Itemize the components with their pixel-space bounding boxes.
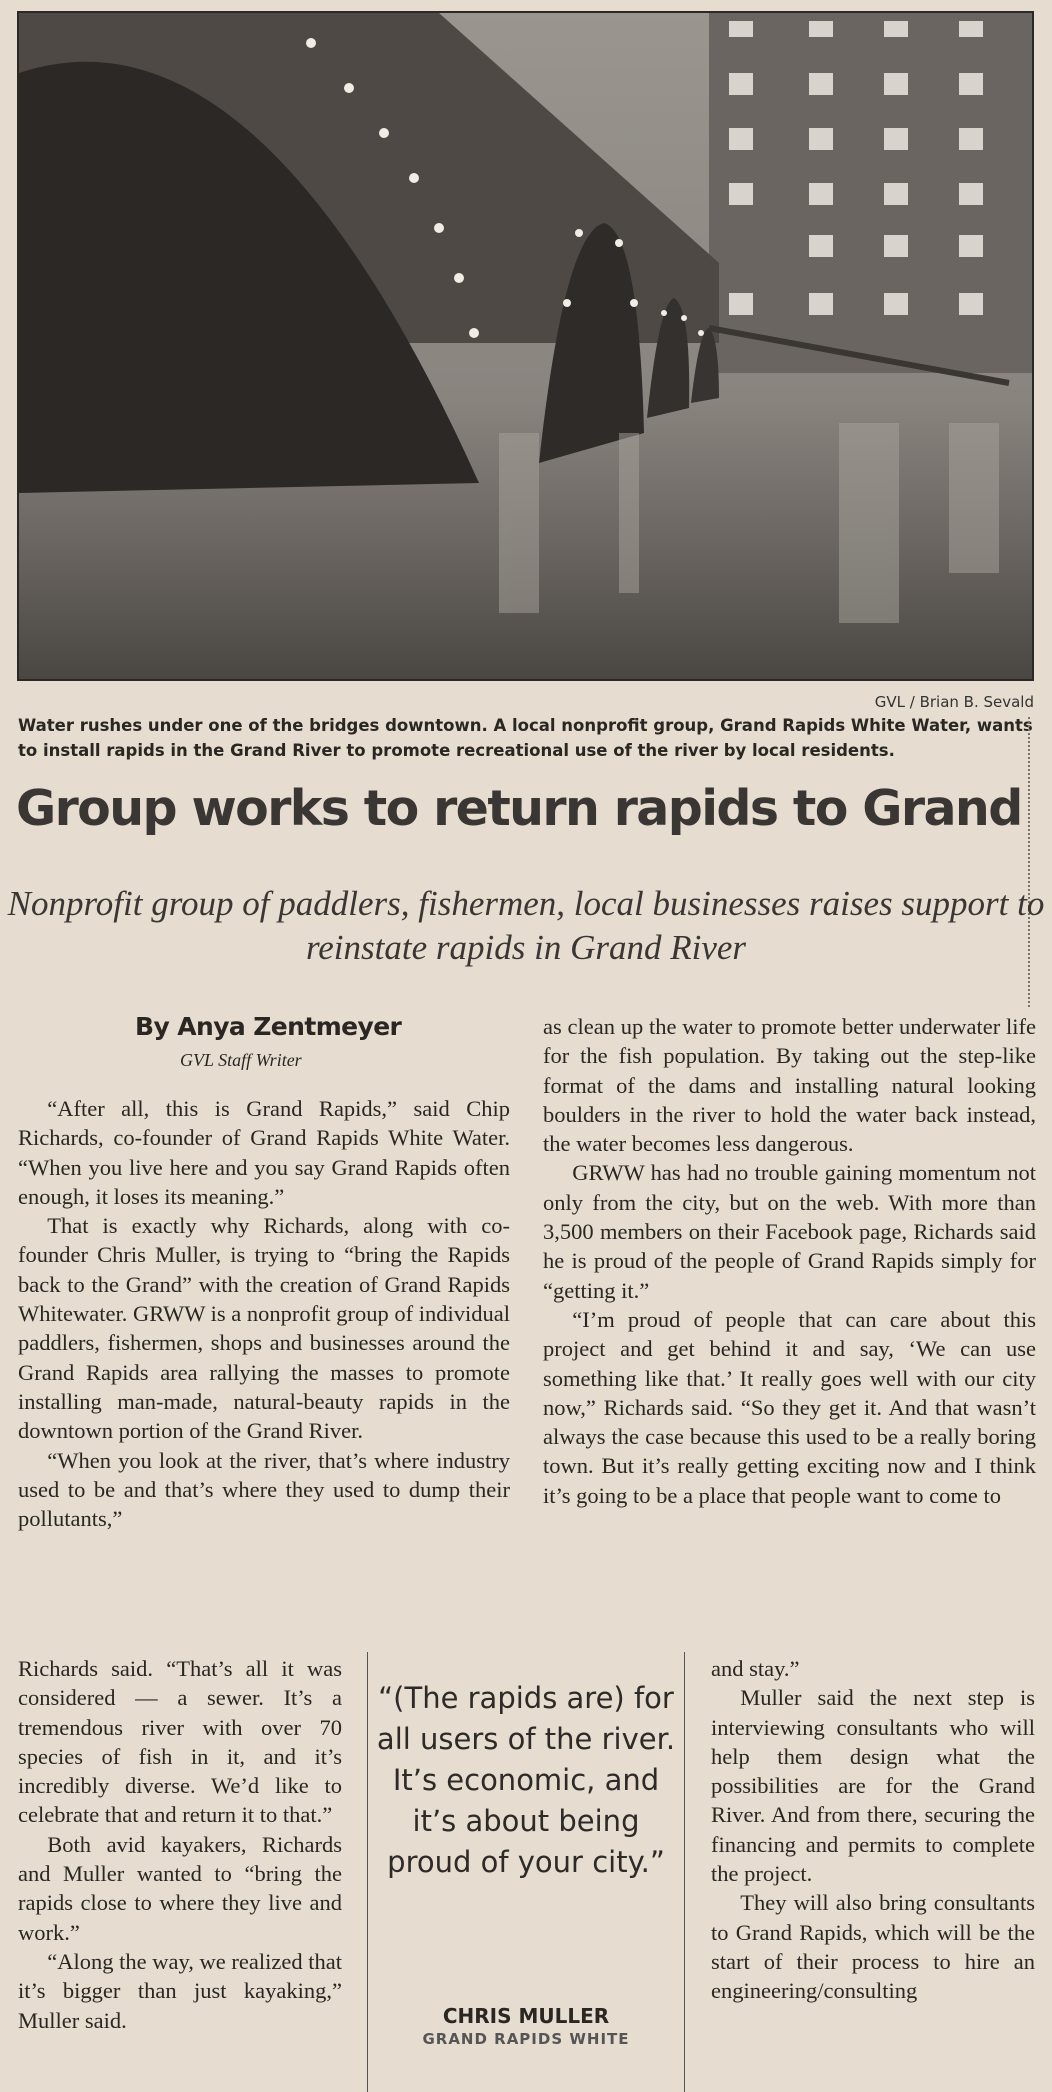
byline-role: GVL Staff Writer xyxy=(180,1050,302,1070)
paragraph: Muller said the next step is interviewing consultants who will help them design what the possibilities are for the Grand River. And from there, securing the financing and permits to complete the project. xyxy=(711,1685,1035,1887)
paragraph: Richards said. “That’s all it was considered — a sewer. It’s a tremendous river with over 70 species of fish in it, and it’s incredibly diverse. We’d like to celebrate that and return it to that.” xyxy=(18,1656,342,1828)
pull-quote xyxy=(367,1652,685,2092)
photo-caption: Water rushes under one of the bridges downtown. A local nonprofit group, Grand Rapids White Water, wants to install rapids in the Grand River to promote recreational use of the river by local residents. xyxy=(18,716,1033,760)
headline: Group works to return rapids to Grand xyxy=(16,780,1022,837)
photo-credit: GVL / Brian B. Sevald xyxy=(874,693,1034,711)
pull-quote-name: CHRIS MULLER xyxy=(442,2004,610,2028)
paragraph: and stay.” xyxy=(711,1656,800,1681)
article-column-1-continued xyxy=(18,1654,342,2035)
bridge-photo-illustration xyxy=(19,13,1032,679)
paragraph: “When you look at the river, that’s where industry used to be and that’s where they used to dump their pollutants,” xyxy=(18,1447,510,1532)
paragraph: GRWW has had no trouble gaining momentum not only from the city, but on the web. With more than 3,500 members on their Facebook page, Richards said he is proud of the people of Grand Rapids simply for “getting it.” xyxy=(543,1160,1036,1303)
subheadline: Nonprofit group of paddlers, fishermen, local businesses raises support to reinstate rapids in Grand River xyxy=(7,884,1045,967)
pull-quote-title: GRAND RAPIDS WHITE xyxy=(422,2030,630,2048)
paragraph: Both avid kayakers, Richards and Muller wanted to “bring the rapids close to where they live and work.” xyxy=(18,1831,342,1945)
article-column-2 xyxy=(543,1012,1036,1510)
article-column-1 xyxy=(18,1094,510,1533)
article-column-2-continued xyxy=(711,1654,1035,2006)
byline: By Anya Zentmeyer xyxy=(135,1012,402,1041)
paragraph: That is exactly why Richards, along with co-founder Chris Muller, is trying to “bring the Rapids back to the Grand” with the creation of Grand Rapids Whitewater. GRWW is a nonprofit group of individual paddlers, fishermen, shops and businesses around the Grand Rapids area rallying the masses to promote installing man-made, natural-beauty rapids in the downtown portion of the Grand River. xyxy=(18,1213,510,1444)
news-photo xyxy=(17,11,1034,681)
pull-quote-text: “(The rapids are) for all users of the river. It’s economic, and it’s about being proud of your city.” xyxy=(376,1681,676,1879)
paragraph: “Along the way, we realized that it’s bigger than just kayaking,” Muller said. xyxy=(18,1948,342,2033)
paragraph: They will also bring consultants to Grand Rapids, which will be the start of their process to hire an engineering/consulting xyxy=(711,1890,1035,2004)
paragraph: “After all, this is Grand Rapids,” said Chip Richards, co-founder of Grand Rapids White Water. “When you live here and you say Grand Rapids often enough, it loses its meaning.” xyxy=(18,1096,510,1209)
paragraph: as clean up the water to promote better underwater life for the fish population. By taking out the step-like format of the dams and installing natural looking boulders in the river to hold the water back instead, the water becomes less dangerous. xyxy=(543,1014,1036,1157)
paragraph: “I’m proud of people that can care about this project and get behind it and say, ‘We can use something like that.’ It really goes well with our city now,” Richards said. “So they get it. And that wasn’t always the case because this used to be a really boring town. But it’s really getting exciting now and I think it’s going to be a place that people want to come to xyxy=(543,1306,1036,1508)
